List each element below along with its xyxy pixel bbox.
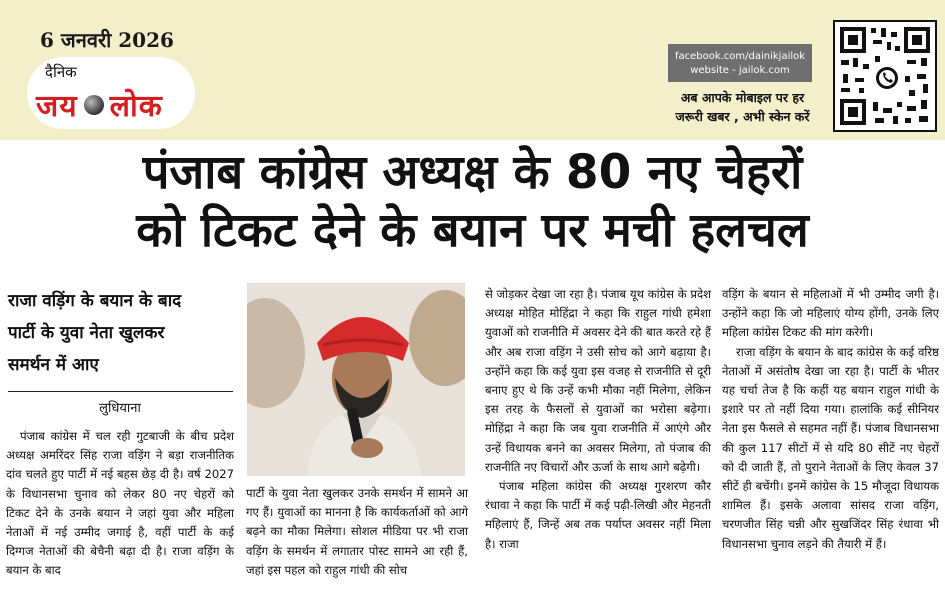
paragraph: पंजाब महिला कांग्रेस की अध्यक्ष गुरशरण कौर रंधावा ने कहा कि पार्टी में कई पढ़ी-लिखी और मेहनती महिलाएं हैं, जिन्हें अब तक पर्याप्त अवसर नहीं मिला है। राजा <box>485 479 711 551</box>
article-column-2 <box>246 484 468 580</box>
paragraph: वड़िंग के बयान से महिलाओं में भी उम्मीद जगी है। उन्होंने कहा कि जो महिलाएं योग्य होंगी, उनके लिए महिला कांग्रेस टिकट की मांग करेगी। <box>722 287 939 340</box>
qr-code-icon[interactable] <box>833 20 937 132</box>
paragraph: पार्टी के युवा नेता खुलकर उनके समर्थन में सामने आ गए हैं। युवाओं का मानना है कि कार्यकर्ताओं को आगे बढ़ने का मौका मिलेगा। सोशल मीडिया पर भी राजा वड़िंग के समर्थन में लगातार पोस्ट सामने आ रही हैं, जहां इस पहल को राहुल गांधी की सोच <box>246 486 468 577</box>
newspaper-logo[interactable] <box>36 84 163 125</box>
paragraph: राजा वड़िंग के बयान के बाद कांग्रेस के कई वरिष्ठ नेताओं में असंतोष देखा जा रहा है। पार्टी के भीतर यह चर्चा तेज है कि कहीं यह बयान राहुल गांधी के इशारे पर तो नहीं दिया गया। हालांकि कई सीनियर नेता इस फैसले से सहमत नहीं हैं। पंजाब विधानसभा की कुल 117 सीटों में से यदि 80 सीटें नए चेहरों को दी जाती हैं, तो पुराने नेताओं के लिए केवल 37 सीटें ही बचेंगी। इनमें कांग्रेस के 15 मौजूदा विधायक शामिल हैं। इसके अलावा सांसद राजा वड़िंग, चरणजीत सिंह चन्नी और सुखजिंदर सिंह रंधावा भी विधानसभा चुनाव लड़ने की तैयारी में हैं। <box>722 344 939 551</box>
paragraph: पंजाब कांग्रेस में चल रही गुटबाजी के बीच प्रदेश अध्यक्ष अमरिंदर सिंह राजा वड़िंग ने बड़ा राजनीतिक दांव चलते हुए पार्टी में नई बहस छेड़ दी है। वर्ष 2027 के विधानसभा चुनाव को लेकर 80 नए चेहरों को टिकट देने के उनके बयान ने जहां युवा और महिला नेताओं में नई उम्मीद जगाई है, वहीं पार्टी के कई दिग्गज नेताओं की बेचैनी बढ़ा दी है। राजा वड़िंग के बयान के बाद <box>6 429 234 578</box>
headline-line-2: को टिकट देने के बयान पर मची हलचल <box>136 203 809 258</box>
social-links-box <box>668 44 812 82</box>
facebook-link[interactable]: facebook.com/dainikjailok <box>674 50 806 62</box>
headline-line-1: पंजाब कांग्रेस अध्यक्ष के 80 नए चेहरों <box>142 145 803 200</box>
article-column-4 <box>722 285 939 554</box>
logo-word-right: लोक <box>109 89 163 124</box>
scan-prompt <box>660 88 825 127</box>
logo-prefix: दैनिक <box>45 63 77 81</box>
scan-prompt-line1: अब आपके मोबाइल पर हर <box>680 90 805 105</box>
article-headline <box>0 144 945 260</box>
dateline: लुधियाना <box>99 401 141 416</box>
whatsapp-icon <box>873 64 901 92</box>
divider <box>8 391 233 392</box>
issue-date: 6 जनवरी 2026 <box>40 28 174 52</box>
article-photo <box>247 283 465 476</box>
logo-word-left: जय <box>36 89 78 124</box>
website-link[interactable]: website - jailok.com <box>690 64 790 76</box>
paragraph: से जोड़कर देखा जा रहा है। पंजाब यूथ कांग्रेस के प्रदेश अध्यक्ष मोहित मोहिंद्रा ने कहा कि राहुल गांधी हमेशा युवाओं को राजनीति में अवसर देने की बात करते रहे हैं और अब राजा वड़िंग ने उसी सोच को आगे बढ़ाया है। उन्होंने कहा कि कई युवा इस वजह से राजनीति से दूरी बनाए हुए थे कि उन्हें कभी मौका नहीं मिलेगा, लेकिन इस तरह के फैसलों से युवाओं का भरोसा बढ़ेगा। मोहिंद्रा ने कहा कि जब युवा राजनीति में आएंगे और उन्हें विधायक बनने का अवसर मिलेगा, तो पंजाब की राजनीति नए विचारों और ऊर्जा के साथ आगे बढ़ेगी। <box>485 287 711 474</box>
article-column-1 <box>6 427 234 581</box>
article-column-3 <box>485 285 711 554</box>
globe-icon <box>84 95 104 115</box>
scan-prompt-line2: जरूरी खबर , अभी स्केन करें <box>675 109 810 125</box>
article-subheading: राजा वड़िंग के बयान के बाद पार्टी के युवा नेता खुलकर समर्थन में आए <box>8 291 182 375</box>
